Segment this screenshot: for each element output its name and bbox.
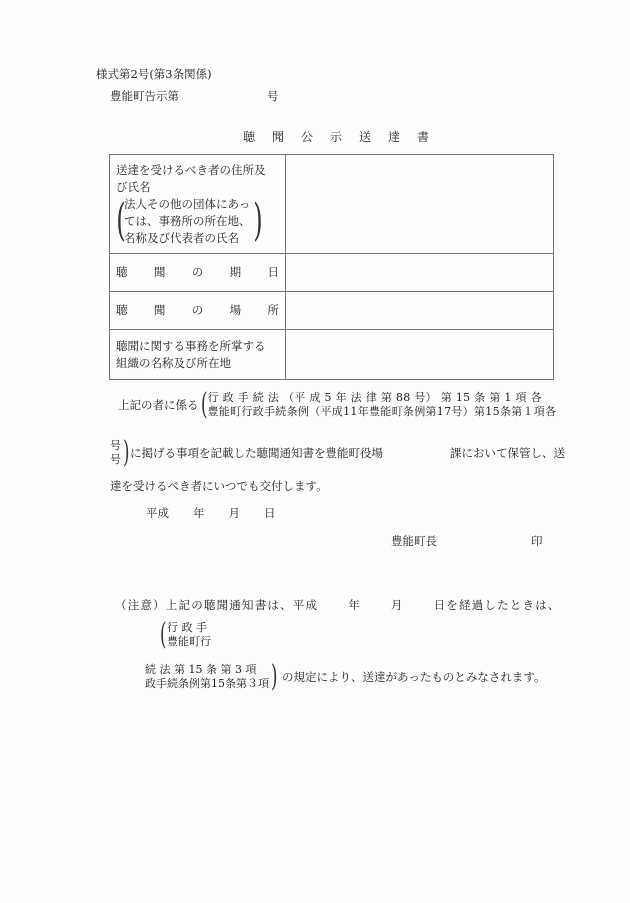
law-alternatives xyxy=(208,391,557,419)
alt-ordinance: 豊能町行 xyxy=(167,635,211,648)
label-char: 聞 xyxy=(153,265,166,279)
title-char: 送 xyxy=(359,130,372,144)
alt-ordinance: 豊能町行政手続条例（平成11年豊能町条例第17号）第15条第１項各 xyxy=(207,405,557,418)
paragraph-delivery: 達を受けるべき者にいつでも交付します。 xyxy=(110,479,328,493)
date-month-label: 月 xyxy=(228,506,240,520)
date-year-label: 年 xyxy=(193,506,205,520)
issue-date xyxy=(146,505,276,521)
label-line: 聴聞に関する事務を所掌する xyxy=(116,338,266,353)
note-text-c: の規定により、送達があったものとみなされます。 xyxy=(282,670,546,684)
label-char: 所 xyxy=(267,303,279,317)
hearing-date-label xyxy=(110,254,286,292)
alt-law: 行 政 手 xyxy=(167,621,207,634)
alt-item: 号 xyxy=(110,439,121,452)
date-day-label: 日 xyxy=(264,506,276,520)
paragraph-legal-basis xyxy=(118,387,557,422)
paragraph-storage xyxy=(110,435,565,470)
title-char: 公 xyxy=(301,130,314,144)
title-char: 書 xyxy=(417,130,430,144)
label-line: 名称及び代表者の氏名 xyxy=(124,230,239,245)
notice-prefix: 豊能町告示第 xyxy=(110,89,179,103)
note-year-label: 年 xyxy=(348,598,361,612)
label-line: 法人その他の団体にあっ xyxy=(124,196,251,211)
label-char: 聞 xyxy=(153,303,166,317)
right-paren-icon: ) xyxy=(271,659,278,694)
table-row-recipient xyxy=(110,155,554,254)
right-paren-icon: ) xyxy=(252,195,263,246)
seal-mark: 印 xyxy=(531,534,543,548)
label-char: 期 xyxy=(229,265,242,279)
alt-ordinance: 政手続条例第15条第３項 xyxy=(145,677,269,690)
label-char: 日 xyxy=(267,265,279,279)
note-alternatives-2 xyxy=(145,663,269,691)
note-line-1 xyxy=(115,597,561,613)
label-line: ては、事務所の所在地、 xyxy=(124,213,251,228)
alt-law: 行 政 手 続 法 （平 成 5 年 法 律 第 88 号） 第 15 条 第 1 項 各 xyxy=(207,391,542,404)
document-title xyxy=(243,128,446,145)
notice-number xyxy=(110,88,279,104)
mayor-title: 豊能町長 xyxy=(391,534,437,548)
label-line: び氏名 xyxy=(116,179,151,194)
label-char: 場 xyxy=(229,303,242,317)
label-char: の xyxy=(191,303,204,317)
hearing-date-value[interactable] xyxy=(286,254,554,292)
title-char: 示 xyxy=(330,130,343,144)
para2-text-a: に掲げる事項を記載した聴聞通知書を豊能町役場 xyxy=(130,446,383,460)
para1-lead: 上記の者に係る xyxy=(118,398,199,412)
table-row-hearing-date xyxy=(110,254,554,292)
date-era: 平成 xyxy=(146,506,169,520)
note-month-label: 月 xyxy=(390,598,404,612)
table-row-hearing-place xyxy=(110,292,554,330)
note-alternatives-1 xyxy=(167,621,211,649)
right-paren-icon: ) xyxy=(123,435,130,470)
left-paren-icon: ( xyxy=(200,387,207,422)
alt-item: 号 xyxy=(110,453,121,466)
recipient-value[interactable] xyxy=(286,155,554,254)
label-char: 聴 xyxy=(116,303,128,317)
label-char: 聴 xyxy=(116,265,128,279)
left-paren-icon: ( xyxy=(160,617,167,652)
label-line: 送達を受けるべき者の住所及 xyxy=(116,162,266,177)
organization-label xyxy=(110,330,286,380)
notice-suffix: 号 xyxy=(267,89,279,103)
form-number: 様式第2号(第3条関係) xyxy=(96,67,212,81)
recipient-label xyxy=(110,155,286,254)
organization-value[interactable] xyxy=(286,330,554,380)
label-line: 組織の名称及び所在地 xyxy=(116,355,231,370)
note-text-b: 日を経過したときは、 xyxy=(433,598,561,612)
table-row-organization xyxy=(110,330,554,380)
alt-law: 続 法 第 15 条 第 3 項 xyxy=(145,663,257,676)
left-paren-icon: ( xyxy=(116,195,126,246)
para2-text-b: 課において保管し、送 xyxy=(450,446,565,460)
note-line-3 xyxy=(145,659,546,694)
title-char: 達 xyxy=(388,130,401,144)
item-alternatives xyxy=(110,439,121,467)
label-char: の xyxy=(191,265,204,279)
notice-form-table xyxy=(109,154,554,380)
note-text-a: （注意）上記の聴聞通知書は、平成 xyxy=(115,598,319,612)
corporate-note xyxy=(114,196,279,247)
note-line-2 xyxy=(158,617,211,652)
hearing-place-value[interactable] xyxy=(286,292,554,330)
title-char: 聴 xyxy=(243,130,256,144)
hearing-place-label xyxy=(110,292,286,330)
title-char: 聞 xyxy=(272,130,285,144)
